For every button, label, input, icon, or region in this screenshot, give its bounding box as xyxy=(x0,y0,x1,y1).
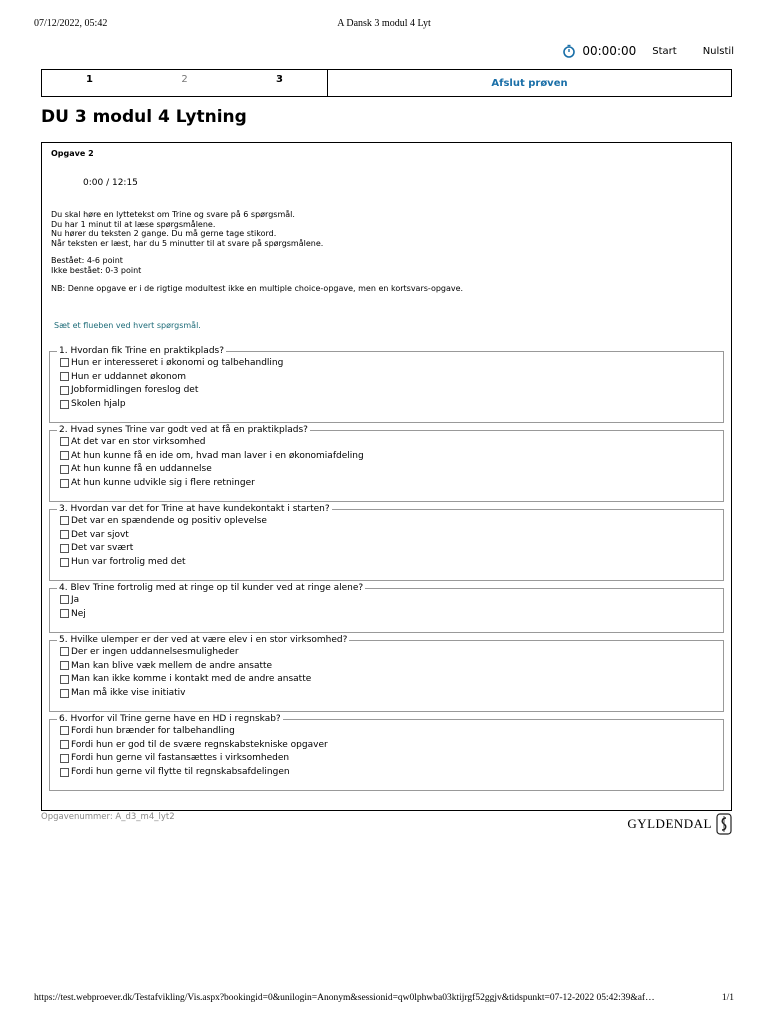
task-navigation xyxy=(41,69,732,97)
task-instructions xyxy=(51,210,463,293)
print-header xyxy=(34,18,734,32)
answer-option[interactable]: Fordi hun gerne vil flytte til regnskabsafdelingen xyxy=(60,765,723,779)
question-title: 1. Hvordan fik Trine en praktikplads? xyxy=(59,346,224,356)
task-note: NB: Denne opgave er i de rigtige modultest ikke en multiple choice-opgave, men en kortsvars-opgave. xyxy=(51,283,464,293)
checkbox[interactable] xyxy=(60,740,69,749)
task-tabs xyxy=(42,70,328,96)
question-5 xyxy=(49,635,724,712)
grading-failed: Ikke bestået: 0-3 point xyxy=(51,265,142,275)
answer-option[interactable]: Fordi hun gerne vil fastansættes i virksomheden xyxy=(60,752,723,766)
answer-option[interactable]: Fordi hun er god til de svære regnskabstekniske opgaver xyxy=(60,738,723,752)
reset-button[interactable]: Nulstil xyxy=(702,45,734,57)
question-title: 4. Blev Trine fortrolig med at ringe op til kunder ved at ringe alene? xyxy=(59,583,364,593)
instruction-line: Når teksten er læst, har du 5 minutter til at svare på spørgsmålene. xyxy=(51,238,324,248)
question-6 xyxy=(49,714,724,791)
answer-option[interactable]: Hun er interesseret i økonomi og talbehandling xyxy=(60,356,723,370)
answer-option[interactable]: Hun var fortrolig med det xyxy=(60,555,723,569)
checkbox[interactable] xyxy=(60,400,69,409)
answer-option[interactable]: At det var en stor virksomhed xyxy=(60,435,723,449)
checkbox[interactable] xyxy=(60,768,69,777)
checkbox[interactable] xyxy=(60,530,69,539)
answer-option[interactable]: Man kan ikke komme i kontakt med de andre ansatte xyxy=(60,673,723,687)
answer-option[interactable]: At hun kunne få en uddannelse xyxy=(60,463,723,477)
answer-option[interactable]: Fordi hun brænder for talbehandling xyxy=(60,724,723,738)
tab-task-1[interactable]: 1 xyxy=(86,74,93,85)
finish-test-button[interactable]: Afslut prøven xyxy=(491,78,568,89)
print-document-title: A Dansk 3 modul 4 Lyt xyxy=(337,18,431,29)
question-title: 2. Hvad synes Trine var godt ved at få en praktikplads? xyxy=(59,425,308,435)
answer-option[interactable]: Det var sjovt xyxy=(60,528,723,542)
page-title: DU 3 modul 4 Lytning xyxy=(41,107,247,127)
question-2 xyxy=(49,425,724,502)
answer-option[interactable]: Der er ingen uddannelsesmuligheder xyxy=(60,645,723,659)
question-title: 6. Hvorfor vil Trine gerne have en HD i regnskab? xyxy=(59,714,281,724)
question-3 xyxy=(49,504,724,581)
question-title: 5. Hvilke ulemper er der ved at være elev i en stor virksomhed? xyxy=(59,635,348,645)
timer-value: 00:00:00 xyxy=(582,44,637,58)
audio-player[interactable] xyxy=(83,178,138,188)
tab-task-2[interactable]: 2 xyxy=(181,74,188,85)
question-title: 3. Hvordan var det for Trine at have kundekontakt i starten? xyxy=(59,504,330,514)
checkbox[interactable] xyxy=(60,558,69,567)
stopwatch-icon xyxy=(562,44,576,58)
answer-option[interactable]: Man må ikke vise initiativ xyxy=(60,686,723,700)
checkbox[interactable] xyxy=(60,358,69,367)
print-footer xyxy=(34,993,734,1005)
task-hint: Sæt et flueben ved hvert spørgsmål. xyxy=(54,321,201,330)
answer-option[interactable]: Ja xyxy=(60,593,723,607)
checkbox[interactable] xyxy=(60,544,69,553)
answer-option[interactable]: Nej xyxy=(60,607,723,621)
start-button[interactable]: Start xyxy=(652,45,677,57)
grading-passed: Bestået: 4-6 point xyxy=(51,256,123,266)
audio-time: 0:00 / 12:15 xyxy=(83,178,138,188)
checkbox[interactable] xyxy=(60,647,69,656)
checkbox[interactable] xyxy=(60,595,69,604)
instruction-line: Nu hører du teksten 2 gange. Du må gerne tage stikord. xyxy=(51,229,277,239)
answer-option[interactable]: Man kan blive væk mellem de andre ansatte xyxy=(60,659,723,673)
answer-option[interactable]: At hun kunne få en ide om, hvad man laver i en økonomiafdeling xyxy=(60,449,723,463)
checkbox[interactable] xyxy=(60,754,69,763)
checkbox[interactable] xyxy=(60,451,69,460)
checkbox[interactable] xyxy=(60,661,69,670)
print-url: https://test.webproever.dk/Testafvikling/Vis.aspx?bookingid=0&unilogin=Anonym&sessionid=qw0lphwba03ktijrgf52ggjv&tidspunkt=07-12-2022 05:42:39&af… xyxy=(34,993,655,1003)
instruction-line: Du skal høre en lyttetekst om Trine og svare på 6 spørgsmål. xyxy=(51,210,295,219)
brand xyxy=(627,813,732,835)
instruction-line: Du har 1 minut til at læse spørgsmålene. xyxy=(51,219,216,229)
print-page-number: 1/1 xyxy=(721,993,734,1003)
checkbox[interactable] xyxy=(60,675,69,684)
timer-bar xyxy=(562,42,734,60)
print-datetime: 07/12/2022, 05:42 xyxy=(34,18,108,29)
checkbox[interactable] xyxy=(60,372,69,381)
answer-option[interactable]: Hun er uddannet økonom xyxy=(60,370,723,384)
checkbox[interactable] xyxy=(60,689,69,698)
task-label: Opgave 2 xyxy=(51,149,94,158)
gyldendal-logo xyxy=(716,813,732,835)
brand-name: GYLDENDAL xyxy=(627,816,712,831)
answer-option[interactable]: At hun kunne udvikle sig i flere retninger xyxy=(60,476,723,490)
question-4 xyxy=(49,583,724,633)
task-number: Opgavenummer: A_d3_m4_lyt2 xyxy=(41,812,175,822)
answer-option[interactable]: Det var svært xyxy=(60,542,723,556)
answer-option[interactable]: Skolen hjalp xyxy=(60,397,723,411)
question-1 xyxy=(49,346,724,423)
checkbox[interactable] xyxy=(60,726,69,735)
answer-option[interactable]: Jobformidlingen foreslog det xyxy=(60,384,723,398)
checkbox[interactable] xyxy=(60,386,69,395)
checkbox[interactable] xyxy=(60,479,69,488)
checkbox[interactable] xyxy=(60,609,69,618)
checkbox[interactable] xyxy=(60,516,69,525)
checkbox[interactable] xyxy=(60,465,69,474)
checkbox[interactable] xyxy=(60,437,69,446)
answer-option[interactable]: Det var en spændende og positiv oplevelse xyxy=(60,514,723,528)
tab-task-3[interactable]: 3 xyxy=(276,74,283,85)
task-panel xyxy=(41,142,732,811)
